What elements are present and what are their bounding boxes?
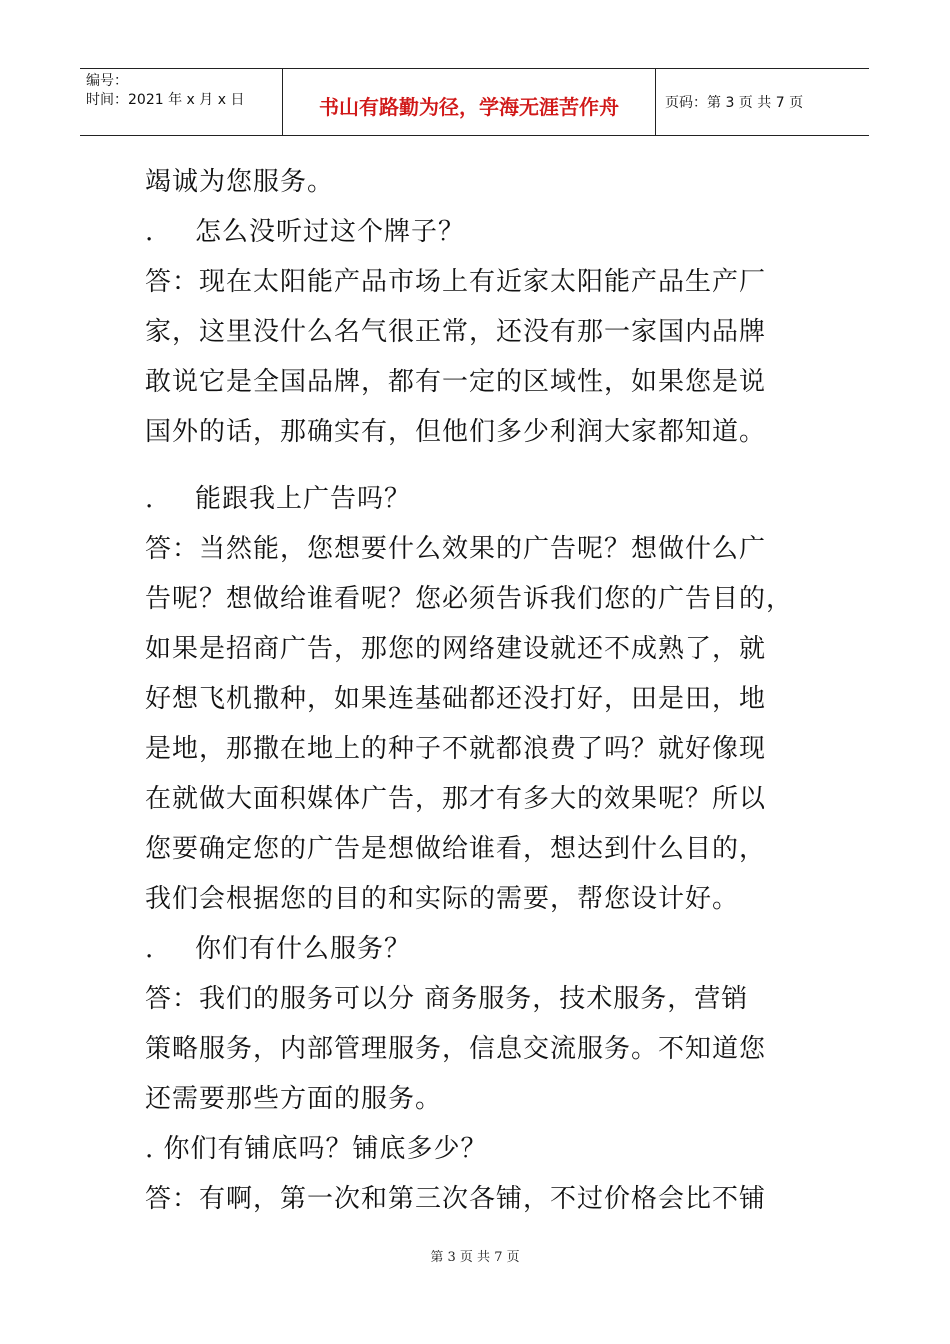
question-marker: . [145, 934, 155, 964]
header-page-info: 页码：第 3 页 共 7 页 [665, 95, 804, 111]
body-line: 答：现在太阳能产品市场上有近家太阳能产品生产厂 [145, 267, 767, 297]
code-label: 编号： [86, 73, 128, 89]
body-line: 国外的话，那确实有，但他们多少利润大家都知道。 [145, 417, 767, 447]
question-text: 怎么没听过这个牌子？ [195, 217, 466, 247]
header-motto: 书山有路勤为径，学海无涯苦作舟 [283, 69, 656, 135]
body-line: 答：我们的服务可以分 商务服务，技术服务，营销 [145, 984, 749, 1014]
question-text: 能跟我上广告吗？ [195, 484, 412, 514]
body-line: 策略服务，内部管理服务，信息交流服务。不知道您 [145, 1034, 767, 1064]
question-line [145, 924, 825, 974]
document-body [145, 157, 825, 1224]
question-marker: . [145, 484, 155, 514]
question-line [145, 207, 825, 257]
body-line: 告呢？想做给谁看呢？您必须告诉我们您的广告目的， [145, 584, 794, 614]
question-line: . 你们有铺底吗？铺底多少？ [145, 1134, 488, 1164]
body-line: 我们会根据您的目的和实际的需要，帮您设计好。 [145, 884, 740, 914]
body-line: 您要确定您的广告是想做给谁看，想达到什么目的， [145, 834, 767, 864]
body-line: 在就做大面积媒体广告，那才有多大的效果呢？所以 [145, 784, 767, 814]
body-line: 敢说它是全国品牌，都有一定的区域性，如果您是说 [145, 367, 767, 397]
body-line: 是地，那撒在地上的种子不就都浪费了吗？就好像现 [145, 734, 767, 764]
body-line: 如果是招商广告，那您的网络建设就还不成熟了，就 [145, 634, 767, 664]
time-label: 时间：2021 年 x 月 x 日 [86, 92, 245, 108]
page-header [80, 68, 869, 136]
body-line: 好想飞机撒种，如果连基础都还没打好，田是田，地 [145, 684, 767, 714]
question-marker: . [145, 217, 155, 247]
question-line [145, 474, 825, 524]
body-line: 还需要那些方面的服务。 [145, 1084, 443, 1114]
page-footer: 第 3 页 共 7 页 [430, 1250, 520, 1265]
body-line: 答：当然能，您想要什么效果的广告呢？想做什么广 [145, 534, 767, 564]
header-meta [80, 69, 283, 135]
body-line: 竭诚为您服务。 [145, 167, 335, 197]
question-text: 你们有什么服务？ [195, 934, 412, 964]
body-line: 答：有啊，第一次和第三次各铺，不过价格会比不铺 [145, 1184, 767, 1214]
body-line: 家，这里没什么名气很正常，还没有那一家国内品牌 [145, 317, 767, 347]
